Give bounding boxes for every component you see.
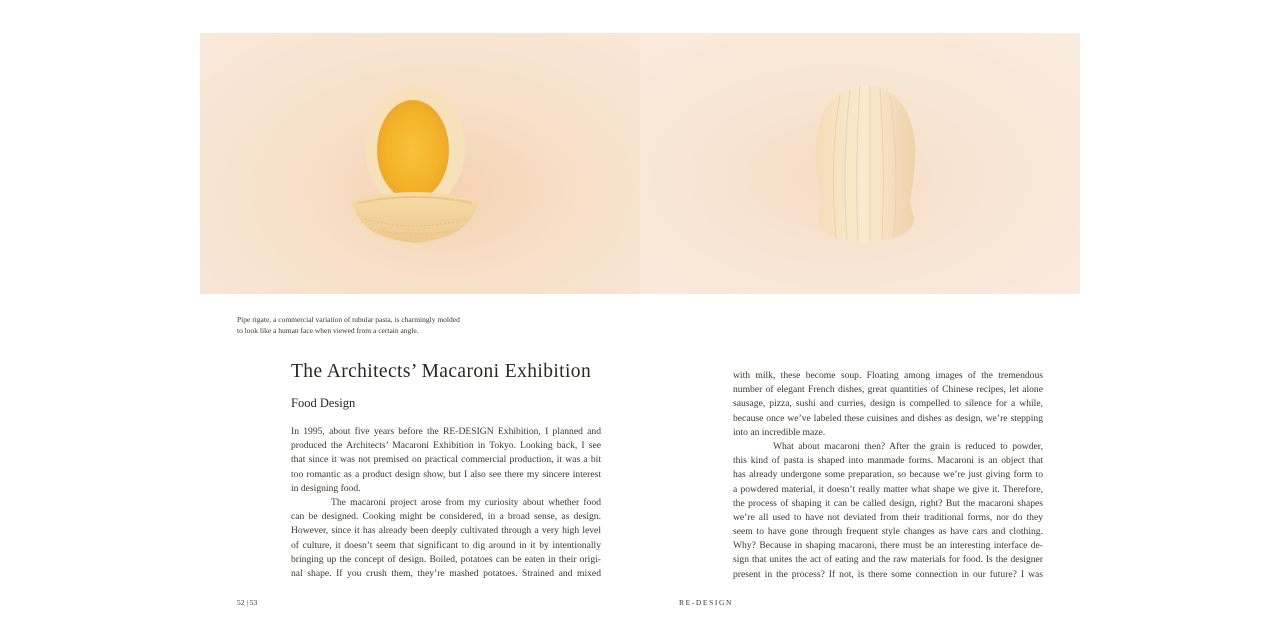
body-line: this kind of pasta is shaped into manmade forms. Macaroni is an object that: [733, 455, 1043, 467]
body-line: with milk, these become soup. Floating among images of the tremendous: [733, 370, 1043, 381]
body-line: The macaroni project arose from my curiosity about whether food: [331, 496, 601, 508]
photo-caption: [237, 314, 497, 336]
article-title: The Architects’ Macaroni Exhibition: [291, 361, 592, 382]
body-line: because once we’ve labeled these cuisines and dishes as design, we’re stepping: [733, 412, 1043, 424]
body-line: too romantic as a product design show, but I also see there my sincere interest: [291, 468, 601, 480]
body-line: present in the process? If not, is there some connection in our future? I was: [733, 568, 1043, 580]
body-line: However, since it has already been deeply cultivated through a very high level: [291, 525, 601, 537]
body-line: can be designed. Cooking might be considered, in a broad sense, as design.: [291, 511, 601, 523]
body-column-left: [291, 425, 601, 581]
body-line: into an incredible maze.: [733, 426, 826, 438]
body-line: a powdered material, it doesn’t really matter what shape we give it. Therefore,: [733, 483, 1043, 495]
body-line: bringing up the concept of design. Boiled, potatoes can be eaten in their origi-: [291, 553, 601, 565]
page-numbers: 52 | 53: [237, 598, 258, 607]
body-line: In 1995, about five years before the RE-DESIGN Exhibition, I planned and: [291, 426, 601, 437]
body-line: sign that unites the act of eating and the raw materials for food. Is the designer: [733, 554, 1043, 566]
body-line: that since it was not premised on practical commercial production, it was a bit: [291, 454, 601, 466]
photo-pasta-back: [640, 33, 1080, 294]
pasta-front-illustration: [200, 33, 640, 294]
body-line: seem to have gone through frequent style changes as have cars and clothing.: [733, 526, 1043, 538]
body-line: we’re all used to have not deviated from their traditional forms, nor do they: [733, 511, 1043, 523]
body-line: has already undergone some preparation, so because we’re just giving form to: [733, 469, 1043, 481]
article-subtitle: Food Design: [291, 396, 356, 410]
pasta-back-illustration: [640, 33, 1080, 294]
body-column-right: [733, 369, 1043, 582]
running-head: RE-DESIGN: [679, 598, 733, 607]
photo-pasta-front: [200, 33, 640, 294]
body-line: produced the Architects’ Macaroni Exhibition in Tokyo. Looking back, I see: [291, 440, 601, 452]
body-line: number of elegant French dishes, great quantities of Chinese recipes, let alone: [733, 384, 1043, 396]
body-line: in designing food.: [291, 482, 361, 494]
body-line: sausage, pizza, sushi and curries, design is compelled to silence for a while,: [733, 398, 1043, 410]
body-line: Why? Because in shaping macaroni, there must be an interesting interface de-: [733, 540, 1043, 552]
caption-line: to look like a human face when viewed from a certain angle.: [237, 326, 419, 335]
body-line: What about macaroni then? After the grain is reduced to powder,: [773, 440, 1043, 452]
body-line: nal shape. If you crush them, they’re mashed potatoes. Strained and mixed: [291, 567, 601, 579]
body-line: the process of shaping it can be called design, right? But the macaroni shapes: [733, 497, 1043, 509]
caption-line: Pipe rigate, a commercial variation of tubular pasta, is charmingly molded: [237, 315, 460, 324]
body-line: of culture, it doesn’t seem that significant to dig around in it by intentionally: [291, 539, 601, 551]
